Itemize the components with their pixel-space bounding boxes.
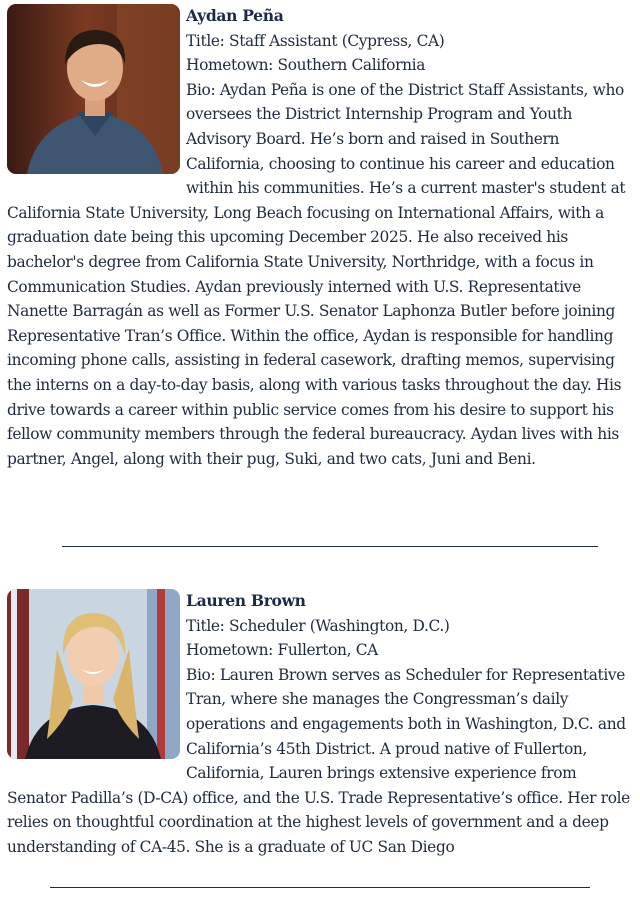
profile-name: Lauren Brown [186,591,306,610]
profile-card-aydan [7,4,635,471]
section-divider [50,887,590,888]
profile-photo [7,4,180,174]
profile-name: Aydan Peña [186,6,284,25]
profile-hometown: Hometown: Fullerton, CA [186,641,378,660]
profile-title: Title: Scheduler (Washington, D.C.) [186,616,450,635]
profile-title: Title: Staff Assistant (Cypress, CA) [186,31,445,50]
profile-card-lauren [7,589,635,860]
profile-bio: Bio: Aydan Peña is one of the District Staff Assistants, who oversees the District Internship Program and Youth Advisory Board. He’s born and raised in Southern California, choosing to continue his career and education within his communities. He’s a current master's student at California State University, Long Beach focusing on International Affairs, with a graduation date being this upcoming December 2025. He also received his bachelor's degree from California State University, Northridge, with a focus in Communication Studies. Aydan previously interned with U.S. Representative Nanette Barragán as well as Former U.S. Senator Laphonza Butler before joining Representative Tran’s Office. Within the office, Aydan is responsible for handling incoming phone calls, assisting in federal casework, drafting memos, supervising the interns on a day-to-day basis, along with various tasks throughout the day. His drive towards a career within public service comes from his desire to support his fellow community members through the federal bureaucracy. Aydan lives with his partner, Angel, along with their pug, Suki, and two cats, Juni and Beni. [7,80,626,468]
section-divider [62,546,598,547]
profile-hometown: Hometown: Southern California [186,56,426,75]
profile-photo [7,589,180,759]
profile-bio: Bio: Lauren Brown serves as Scheduler for Representative Tran, where she manages the Congressman’s daily operations and engagements both in Washington, D.C. and California’s 45th District. A proud native of Fullerton, California, Lauren brings extensive experience from Senator Padilla’s (D-CA) office, and the U.S. Trade Representative’s office. Her role relies on thoughtful coordination at the highest levels of government and a deep understanding of CA-45. She is a graduate of UC San Diego [7,665,630,856]
